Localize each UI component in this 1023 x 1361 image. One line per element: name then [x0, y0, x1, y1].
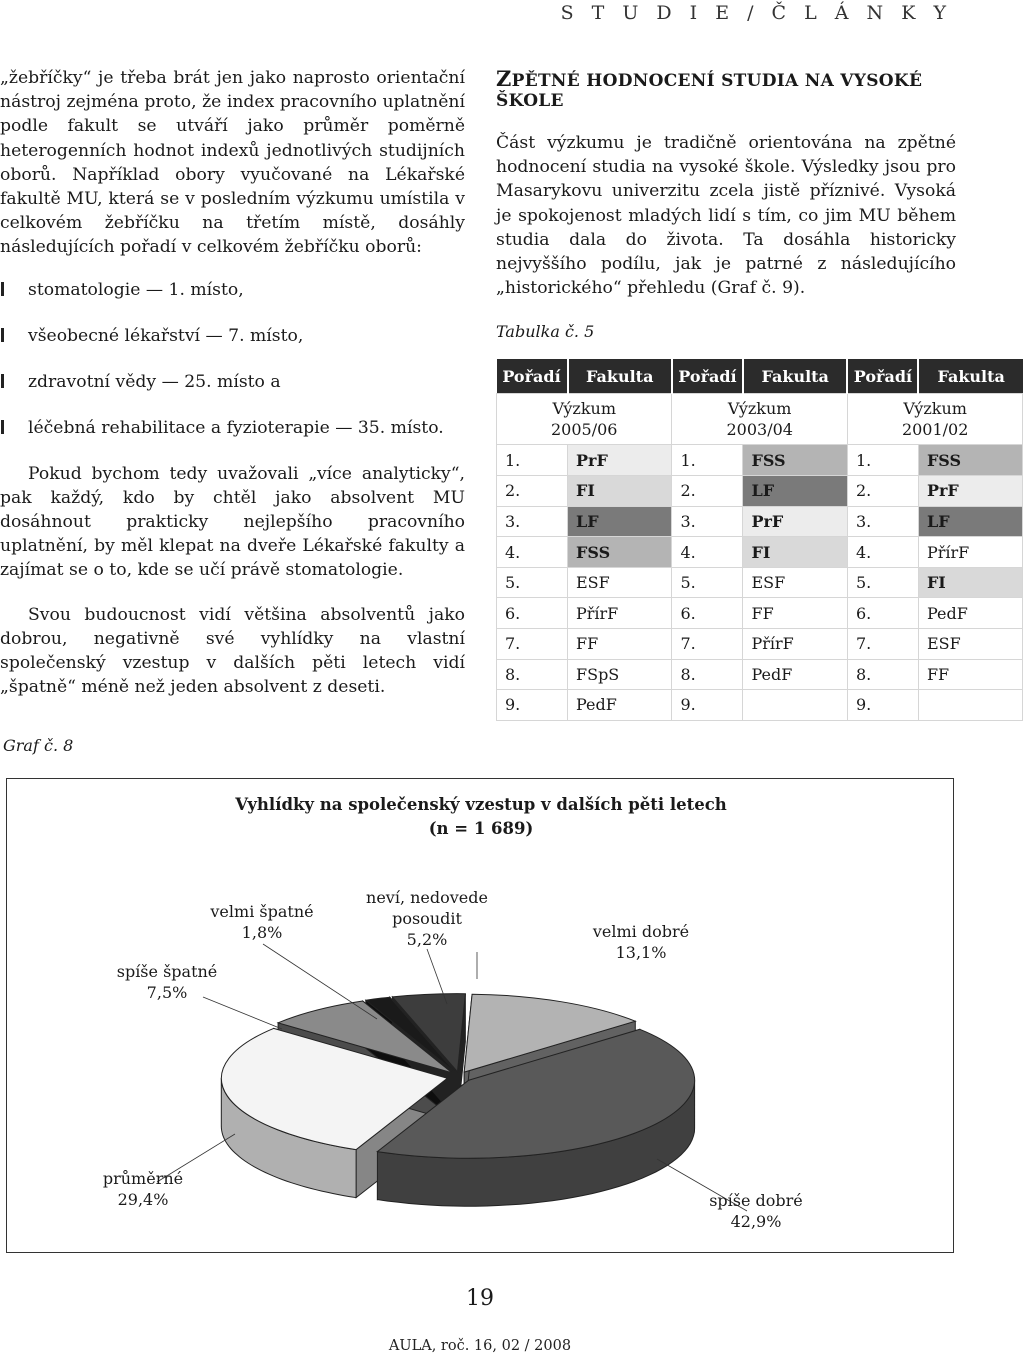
paragraph-analytics: Pokud bychom tedy uvažovali „více analyticky“, pak každý, kdo by chtěl jako absolvent MU dosáhnout prakticky nejlepšího pracovního uplatnění, by měl klepat na dveře Lékařské fakulty a zajímat se o to, kde se učí právě stomatologie. [0, 463, 465, 581]
pie-chart-figure [6, 778, 954, 1253]
footer: AULA, roč. 16, 02 / 2008 [388, 1338, 572, 1354]
table-row: 7. FF 7. PřírF 7. ESF [497, 628, 1023, 659]
list-item: zdravotní vědy — 25. místo a [0, 370, 465, 416]
page-number: 19 [466, 1286, 494, 1311]
running-header: S T U D I E / Č L Á N K Y [560, 2, 952, 24]
paragraph-evaluation: Část výzkumu je tradičně orientována na zpětné hodnocení studia na vysoké škole. Výsledky jsou pro Masarykovu univerzitu zcela jistě příznivé. Vysoká je spokojenost mladých lidí s tím, co jim MU během studia dala do života. Ta dosáhla historicky nejvyššího podílu, jak je patrné z následujícího „historického“ přehledu (Graf č. 9). [496, 133, 956, 299]
chart-subtitle: (n = 1 689) [428, 819, 534, 838]
list-item: všeobecné lékařství — 7. místo, [0, 324, 465, 370]
column-header: Fakulta [743, 359, 847, 394]
table-caption: Tabulka č. 5 [496, 322, 595, 342]
faculty-ranking-table [496, 359, 1023, 720]
column-header: Fakulta [918, 359, 1022, 394]
table-row: 1. PrF 1. FSS 1. FSS [497, 445, 1023, 476]
table-row: 8. FSpS 8. PedF 8. FF [497, 659, 1023, 690]
label-velmi-spatne: velmi špatné 1,8% [210, 902, 314, 942]
table-header-row [497, 359, 1023, 394]
table-row: 5. ESF 5. ESF 5. FI [497, 567, 1023, 598]
table-row: 4. FSS 4. FI 4. PřírF [497, 537, 1023, 568]
survey-label: Výzkum 2005/06 [497, 394, 672, 445]
list-item: stomatologie — 1. místo, [0, 278, 465, 324]
bullet-mark [1, 374, 4, 388]
label-prumerne: průměrné 29,4% [102, 1169, 184, 1209]
table-row: 2. FI 2. LF 2. PrF [497, 476, 1023, 507]
bullet-mark [1, 420, 4, 434]
chart-title: Vyhlídky na společenský vzestup v dalších pěti letech [235, 795, 727, 814]
bullet-mark [1, 282, 4, 296]
survey-label: Výzkum 2001/02 [847, 394, 1022, 445]
column-header: Fakulta [568, 359, 672, 394]
left-column [0, 66, 465, 699]
label-spise-spatne: spíše špatné 7,5% [116, 962, 218, 1002]
label-spise-dobre: spíše dobré 42,9% [709, 1191, 803, 1231]
column-header: Pořadí [497, 359, 568, 394]
table-row: 9. PedF 9. 9. [497, 690, 1023, 721]
bullet-mark [1, 328, 4, 342]
right-column [496, 66, 1005, 721]
table-row: 6. PřírF 6. FF 6. PedF [497, 598, 1023, 629]
field-ranking-list [0, 278, 465, 462]
table-row: 3. LF 3. PrF 3. LF [497, 506, 1023, 537]
column-header: Pořadí [672, 359, 743, 394]
section-heading: ZPĚTNÉ HODNOCENÍ STUDIA NA VYSOKÉ ŠKOLE [496, 66, 923, 111]
label-nevi: neví, nedovede posoudit 5,2% [366, 888, 488, 949]
leader-line [263, 944, 377, 1019]
survey-row [497, 394, 1023, 445]
label-velmi-dobre: velmi dobré 13,1% [592, 922, 690, 962]
paragraph-rankings: „žebříčky“ je třeba brát jen jako naprosto orientační nástroj zejména proto, že index pracovního uplatnění podle fakult se utváří jako průměr poměrně heterogenních hodnot indexů jednotlivých studijních oborů. Například obory vyučované na Lékařské fakultě MU, která se v posledním výzkumu umístila v celkovém žebříčku na třetím místě, dosáhly následujících pořadí v celkovém žebříčku oborů: [0, 68, 465, 258]
survey-label: Výzkum 2003/04 [672, 394, 847, 445]
list-item: léčebná rehabilitace a fyzioterapie — 35. místo. [0, 416, 465, 462]
paragraph-outlook: Svou budoucnost vidí většina absolventů jako dobrou, negativně své vyhlídky na vlastní společenský vzestup v dalších pěti letech vidí „špatně“ méně než jeden absolvent z deseti. [0, 604, 465, 698]
column-header: Pořadí [847, 359, 918, 394]
chart-caption: Graf č. 8 [3, 736, 74, 755]
